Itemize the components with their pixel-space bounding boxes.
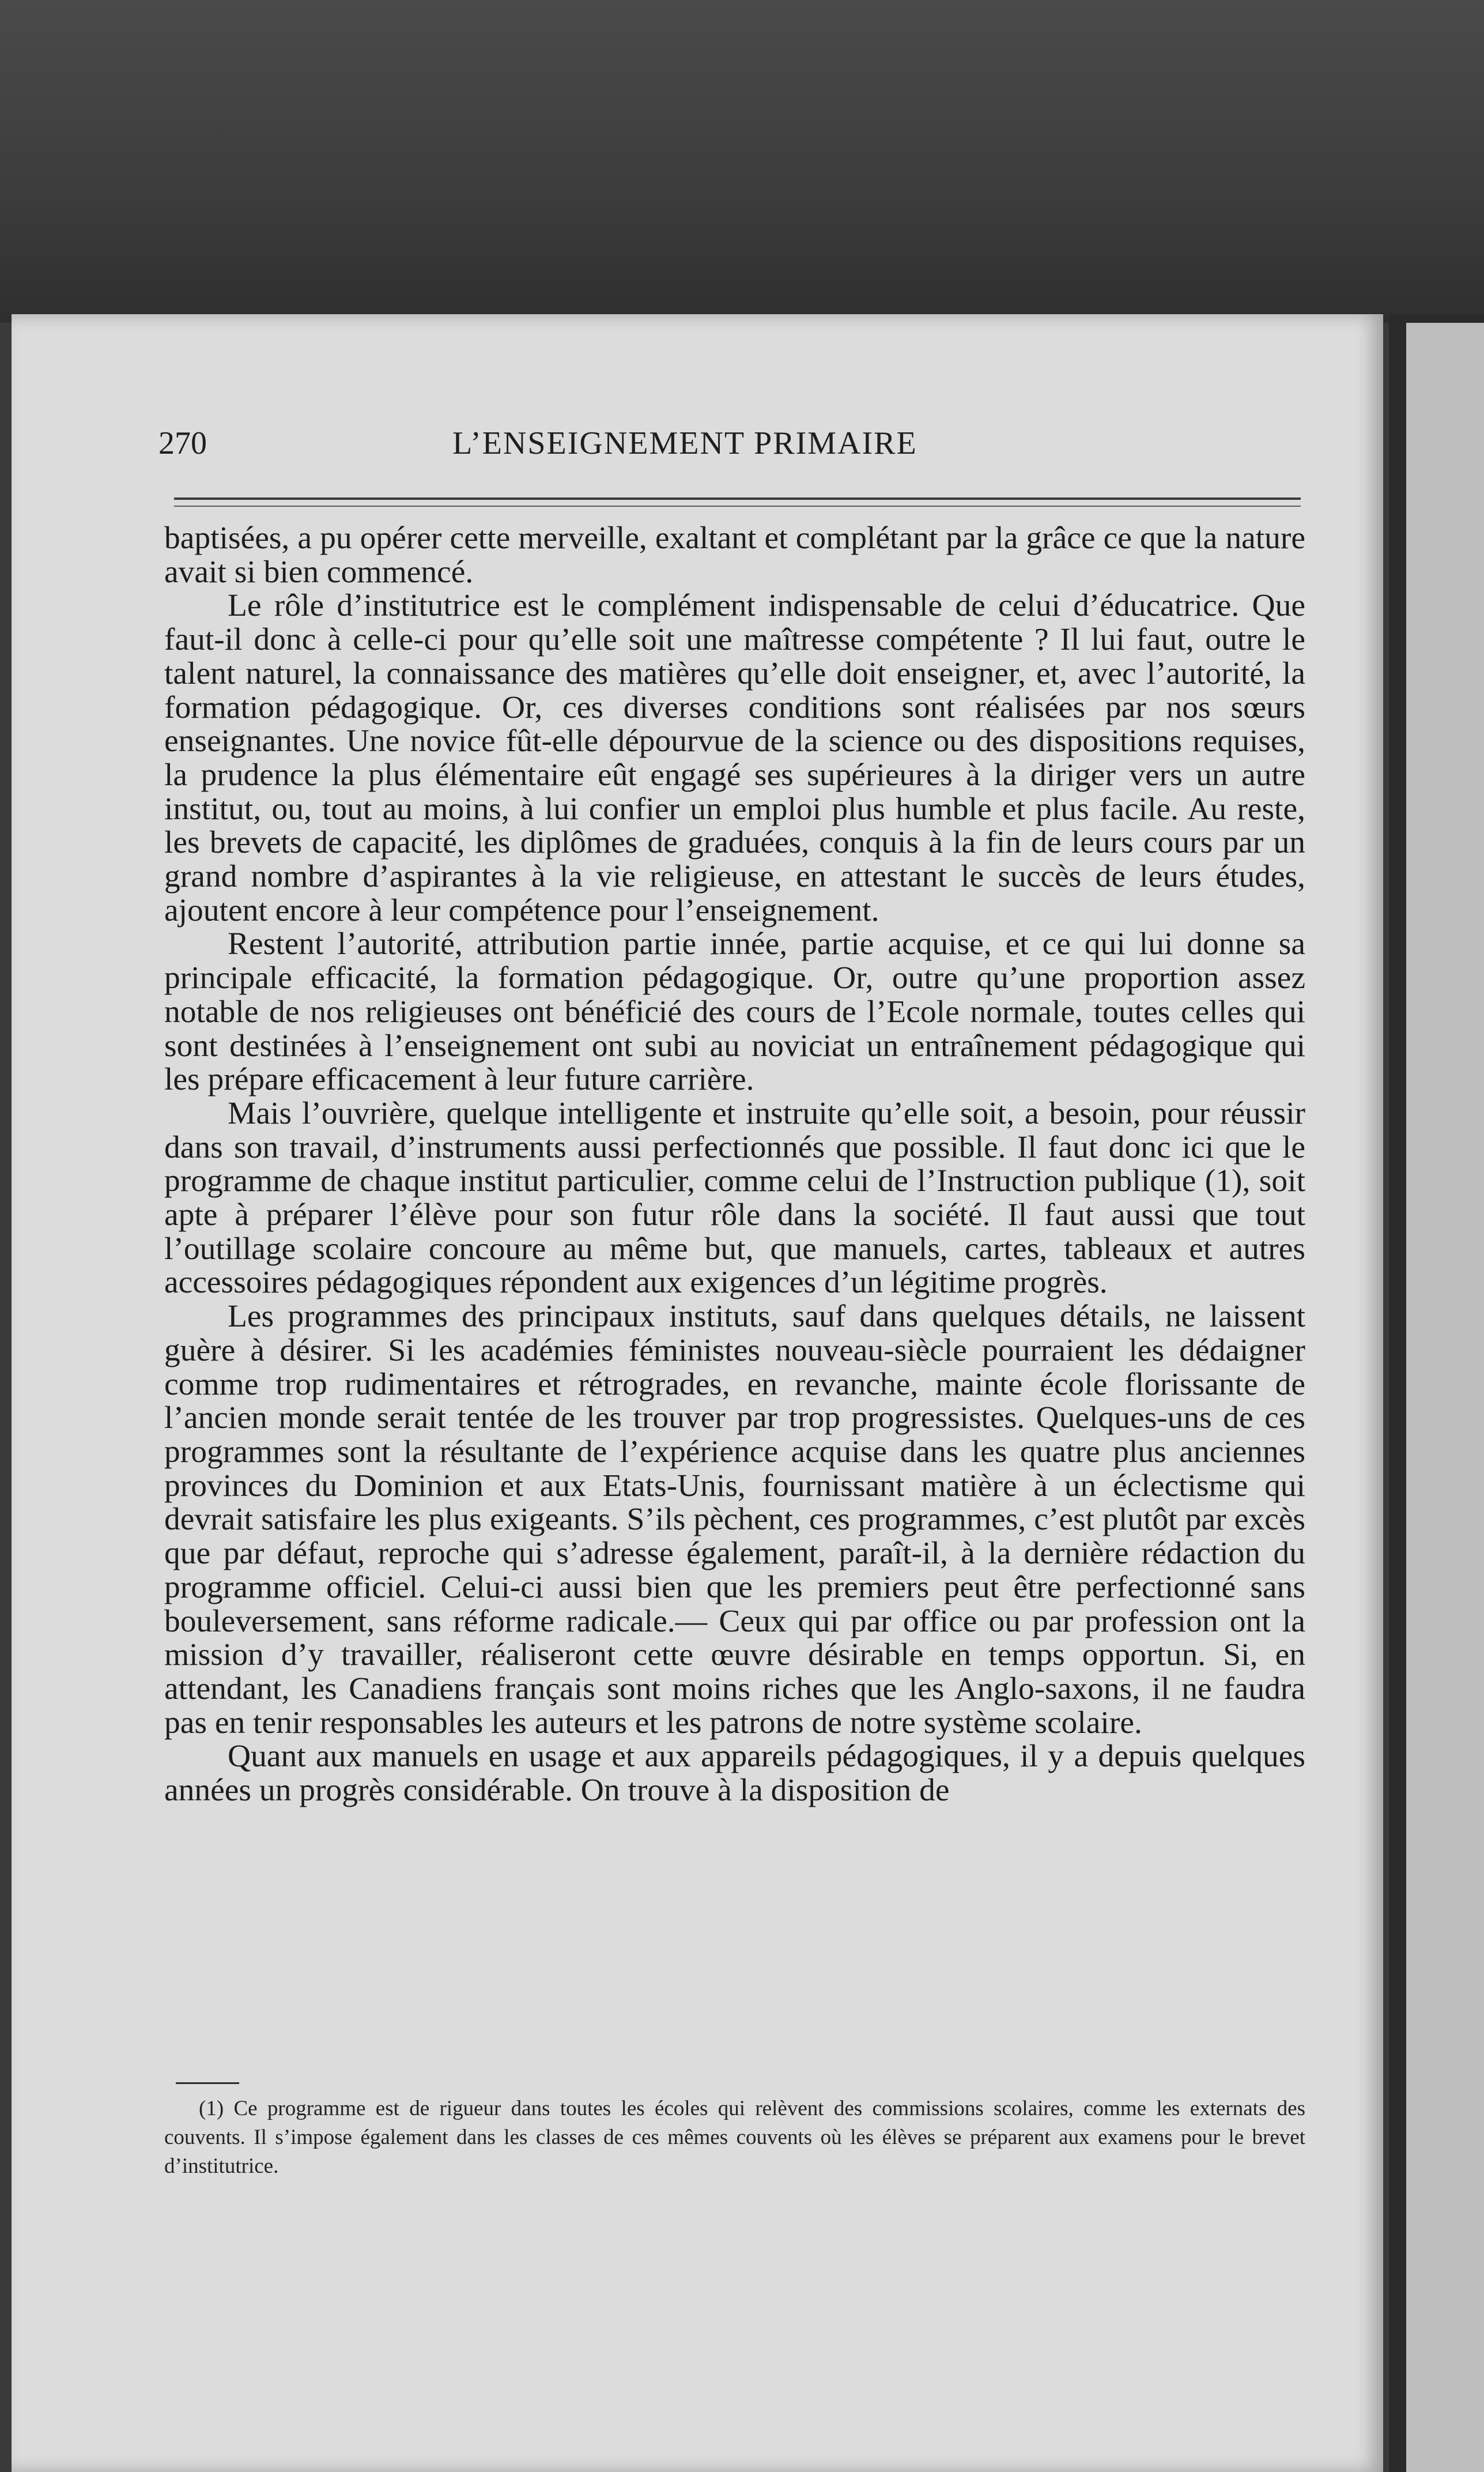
- paragraph: Restent l’autorité, attribution partie innée, partie acquise, et ce qui lui donne sa principale efficacité, la formation pédagogique. Or, outre qu’une proportion assez notable de nos religieuses ont bénéficié des cours de l’Ecole normale, toutes celles qui sont destinées à l’enseignement ont subi au noviciat un entraînement pédagogique qui les prépare efficacement à leur future carrière.: [164, 926, 1305, 1098]
- header-rule: [174, 498, 1301, 500]
- footnote: [164, 2094, 1305, 2181]
- scan-background: [0, 0, 1484, 323]
- page-number: 270: [158, 425, 207, 461]
- footnote-rule: [176, 2082, 239, 2084]
- paragraph: Quant aux manuels en usage et aux appareils pédagogiques, il y a depuis quelques années un progrès considérable. On trouve à la disposition de: [164, 1739, 1305, 1808]
- paragraph: Le rôle d’institutrice est le complément indispensable de celui d’éducatrice. Que faut-il donc à celle-ci pour qu’elle soit une maîtresse compétente ? Il lui faut, outre le talent naturel, la connaissance des matières qu’elle doit enseigner, et, avec l’autorité, la formation pédagogique. Or, ces diverses conditions sont réalisées par nos sœurs enseignantes. Une novice fût-elle dépourvue de la science ou des dispositions requises, la prudence la plus élémentaire eût engagé ses supérieures à la diriger vers un autre institut, ou, tout au moins, à lui confier un emploi plus humble et plus facile. Au reste, les brevets de capacité, les diplômes de graduées, conquis à la fin de leurs cours par un grand nombre d’aspirantes à la vie religieuse, en attestant le succès de leurs études, ajoutent encore à leur compétence pour l’enseignement.: [164, 588, 1305, 928]
- paragraph: Les programmes des principaux instituts, sauf dans quelques détails, ne laissent guère à désirer. Si les académies féministes nouveau-siècle pourraient les dédaigner comme trop rudimentaires et rétrogrades, en revanche, mainte école florissante de l’ancien monde serait tentée de les trouver par trop progressistes. Quelques-uns de ces programmes sont la résultante de l’expérience acquise dans les quatre plus anciennes provinces du Dominion et aux Etats-Unis, fournissant matière à un éclectisme qui devrait satisfaire les plus exigeants. S’ils pèchent, ces programmes, c’est plutôt par excès que par défaut, reproche qui s’adresse également, paraît-il, à la dernière rédaction du programme officiel. Celui-ci aussi bien que les premiers peut être perfectionné sans bouleversement, sans réforme radicale.— Ceux qui par office ou par profession ont la mission d’y travailler, réaliseront cette œuvre désirable en temps opportun. Si, en attendant, les Canadiens français sont moins riches que les Anglo-saxons, il ne faudra pas en tenir responsables les auteurs et les patrons de notre système scolaire.: [164, 1299, 1305, 1740]
- paragraph: baptisées, a pu opérer cette merveille, exaltant et complétant par la grâce ce que la nature avait si bien commencé.: [164, 521, 1305, 590]
- body-text: [164, 522, 1305, 1808]
- header-rule-thin: [174, 506, 1301, 507]
- paragraph: Mais l’ouvrière, quelque intelligente et instruite qu’elle soit, a besoin, pour réussir dans son travail, d’instruments aussi perfectionnés que possible. Il faut donc ici que le programme de chaque institut particulier, comme celui de l’Instruction publique (1), soit apte à préparer l’élève pour son futur rôle dans la société. Il faut aussi que tout l’outillage scolaire concoure au même but, que manuels, cartes, tableaux et autres accessoires pédagogiques répondent aux exigences d’un légitime progrès.: [164, 1095, 1305, 1301]
- book-page: [12, 314, 1383, 2472]
- footnote-text: (1) Ce programme est de rigueur dans toutes les écoles qui relèvent des commissions scolaires, comme les externats des couvents. Il s’impose également dans les classes de ces mêmes couvents où les élèves se préparent aux examens pour le brevet d’institutrice.: [164, 2097, 1305, 2178]
- facing-page-edge: [1406, 323, 1484, 2472]
- running-title: L’ENSEIGNEMENT PRIMAIRE: [452, 425, 917, 461]
